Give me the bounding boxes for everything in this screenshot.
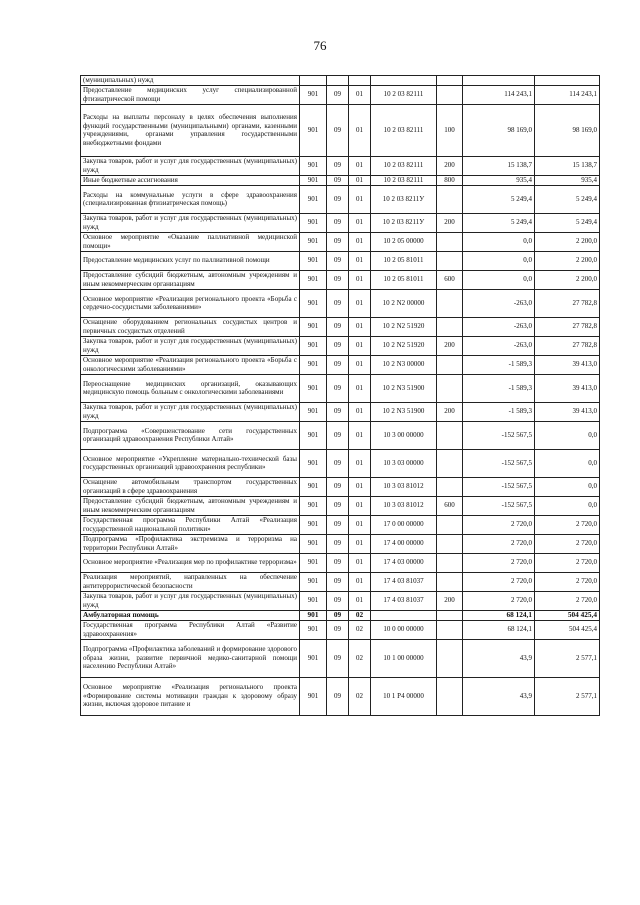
cell-section: 09 xyxy=(327,213,349,232)
cell-section: 09 xyxy=(327,85,349,104)
cell-grbs: 901 xyxy=(300,213,327,232)
cell-sum-change: 0,0 xyxy=(463,232,535,251)
cell-section: 09 xyxy=(327,251,349,270)
cell-grbs: 901 xyxy=(300,534,327,553)
cell-section: 09 xyxy=(327,402,349,421)
cell-expense-type xyxy=(437,610,463,620)
cell-name: Оснащение оборудованием региональных сосудистых центров и первичных сосудистых отделений xyxy=(81,317,300,336)
cell-subsection: 01 xyxy=(349,156,371,175)
cell-sum-total: 15 138,7 xyxy=(535,156,600,175)
cell-grbs: 901 xyxy=(300,477,327,496)
table-row xyxy=(81,639,600,677)
cell-section: 09 xyxy=(327,374,349,402)
cell-section: 09 xyxy=(327,610,349,620)
cell-name: Подпрограмма «Профилактика заболеваний и формирование здорового образа жизни, развитие первичной медико-санитарной помощи населению Республики Алтай» xyxy=(81,639,300,677)
cell-section: 09 xyxy=(327,534,349,553)
cell-sum-change: 2 720,0 xyxy=(463,591,535,610)
cell-subsection: 01 xyxy=(349,572,371,591)
cell-name: Подпрограмма «Профилактика экстремизма и терроризма на территории Республики Алтай» xyxy=(81,534,300,553)
cell-sum-total: 0,0 xyxy=(535,421,600,449)
cell-expense-type xyxy=(437,553,463,572)
cell-expense-type: 100 xyxy=(437,104,463,156)
cell-sum-change: 5 249,4 xyxy=(463,213,535,232)
cell-sum-total: 2 720,0 xyxy=(535,553,600,572)
cell-name: Оснащение автомобильным транспортом государственных организаций в сфере здравоохранения xyxy=(81,477,300,496)
cell-sum-total: 2 720,0 xyxy=(535,534,600,553)
cell-sum-total: 2 200,0 xyxy=(535,270,600,289)
cell-grbs: 901 xyxy=(300,270,327,289)
table-row xyxy=(81,534,600,553)
cell-subsection xyxy=(349,76,371,86)
cell-target-article: 17 4 03 00000 xyxy=(371,553,437,572)
cell-name: Расходы на выплаты персоналу в целях обеспечения выполнения функций государственными (муниципальными) органами, казенными учреждениями, органами управления государственными внебюджетными фондами xyxy=(81,104,300,156)
cell-section: 09 xyxy=(327,336,349,355)
cell-sum-total: 39 413,0 xyxy=(535,402,600,421)
cell-subsection: 02 xyxy=(349,677,371,715)
cell-sum-change: 68 124,1 xyxy=(463,610,535,620)
table-row xyxy=(81,355,600,374)
cell-subsection: 01 xyxy=(349,270,371,289)
cell-name: Государственная программа Республики Алтай «Развитие здравоохранения» xyxy=(81,620,300,639)
cell-grbs: 901 xyxy=(300,421,327,449)
cell-expense-type xyxy=(437,289,463,317)
page-number: 76 xyxy=(313,38,327,53)
budget-table-body xyxy=(81,76,600,716)
cell-target-article: 10 3 00 00000 xyxy=(371,421,437,449)
cell-name: Амбулаторная помощь xyxy=(81,610,300,620)
cell-target-article: 10 3 03 81012 xyxy=(371,496,437,515)
cell-sum-change: 98 169,0 xyxy=(463,104,535,156)
cell-target-article: 10 2 03 8211У xyxy=(371,185,437,213)
table-row xyxy=(81,421,600,449)
cell-sum-change: -1 589,3 xyxy=(463,355,535,374)
cell-subsection: 01 xyxy=(349,374,371,402)
cell-expense-type xyxy=(437,232,463,251)
cell-target-article: 10 2 05 00000 xyxy=(371,232,437,251)
cell-sum-change: 2 720,0 xyxy=(463,515,535,534)
cell-subsection: 01 xyxy=(349,289,371,317)
table-row xyxy=(81,477,600,496)
table-row xyxy=(81,515,600,534)
cell-target-article: 10 2 N2 00000 xyxy=(371,289,437,317)
cell-name: Иные бюджетные ассигнования xyxy=(81,175,300,185)
cell-name: Основное мероприятие «Реализация регионального проекта «Борьба с онкологическими заболеваниями» xyxy=(81,355,300,374)
budget-table xyxy=(80,75,600,716)
cell-name: Переоснащение медицинских организаций, оказывающих медицинскую помощь больным с онкологическими заболеваниями xyxy=(81,374,300,402)
cell-grbs: 901 xyxy=(300,156,327,175)
cell-sum-total: 98 169,0 xyxy=(535,104,600,156)
cell-grbs: 901 xyxy=(300,610,327,620)
cell-grbs: 901 xyxy=(300,449,327,477)
cell-name: Предоставление субсидий бюджетным, автономным учреждениям и иным некоммерческим организациям xyxy=(81,270,300,289)
cell-section: 09 xyxy=(327,620,349,639)
cell-section: 09 xyxy=(327,104,349,156)
cell-target-article: 10 2 N2 51920 xyxy=(371,317,437,336)
table-row xyxy=(81,251,600,270)
cell-section: 09 xyxy=(327,553,349,572)
cell-name: Государственная программа Республики Алтай «Реализация государственной национальной политики» xyxy=(81,515,300,534)
cell-sum-total: 2 720,0 xyxy=(535,515,600,534)
cell-sum-total: 5 249,4 xyxy=(535,213,600,232)
cell-name: Основное мероприятие «Реализация мер по профилактике терроризма» xyxy=(81,553,300,572)
cell-grbs: 901 xyxy=(300,591,327,610)
cell-expense-type xyxy=(437,677,463,715)
table-row xyxy=(81,402,600,421)
cell-target-article: 10 2 N3 51900 xyxy=(371,402,437,421)
cell-sum-change: 5 249,4 xyxy=(463,185,535,213)
cell-subsection: 01 xyxy=(349,317,371,336)
cell-grbs: 901 xyxy=(300,677,327,715)
table-row xyxy=(81,496,600,515)
cell-name: Подпрограмма «Совершенствование сети государственных организаций здравоохранения Республики Алтай» xyxy=(81,421,300,449)
cell-section: 09 xyxy=(327,175,349,185)
cell-target-article: 17 4 00 00000 xyxy=(371,534,437,553)
cell-section: 09 xyxy=(327,232,349,251)
cell-sum-change: -263,0 xyxy=(463,289,535,317)
cell-name: Реализация мероприятий, направленных на обеспечение антитеррористической безопасности xyxy=(81,572,300,591)
cell-sum-total: 27 782,8 xyxy=(535,336,600,355)
cell-target-article: 10 2 03 82111 xyxy=(371,85,437,104)
cell-target-article: 10 2 N2 51920 xyxy=(371,336,437,355)
cell-target-article xyxy=(371,610,437,620)
table-row xyxy=(81,591,600,610)
cell-sum-change: 2 720,0 xyxy=(463,572,535,591)
cell-expense-type: 200 xyxy=(437,591,463,610)
cell-sum-change xyxy=(463,76,535,86)
cell-subsection: 01 xyxy=(349,85,371,104)
cell-subsection: 01 xyxy=(349,553,371,572)
table-row xyxy=(81,289,600,317)
cell-grbs: 901 xyxy=(300,317,327,336)
cell-subsection: 01 xyxy=(349,104,371,156)
cell-expense-type xyxy=(437,477,463,496)
cell-grbs: 901 xyxy=(300,402,327,421)
table-row xyxy=(81,572,600,591)
cell-sum-total: 0,0 xyxy=(535,477,600,496)
cell-sum-total: 0,0 xyxy=(535,449,600,477)
cell-name: Основное мероприятие «Укрепление материально-технической базы государственных организаций здравоохранения республики» xyxy=(81,449,300,477)
cell-subsection: 01 xyxy=(349,421,371,449)
cell-sum-total: 2 577,1 xyxy=(535,677,600,715)
cell-name: Закупка товаров, работ и услуг для государственных (муниципальных) нужд xyxy=(81,156,300,175)
cell-name: Предоставление медицинских услуг по паллиативной помощи xyxy=(81,251,300,270)
table-row xyxy=(81,553,600,572)
cell-target-article: 10 3 03 81012 xyxy=(371,477,437,496)
cell-expense-type: 200 xyxy=(437,402,463,421)
cell-sum-total: 2 720,0 xyxy=(535,572,600,591)
cell-subsection: 01 xyxy=(349,477,371,496)
cell-sum-change: 68 124,1 xyxy=(463,620,535,639)
table-row xyxy=(81,620,600,639)
cell-sum-change: 0,0 xyxy=(463,270,535,289)
cell-sum-change: 114 243,1 xyxy=(463,85,535,104)
cell-name: Закупка товаров, работ и услуг для государственных (муниципальных) нужд xyxy=(81,591,300,610)
table-row xyxy=(81,232,600,251)
cell-name: Предоставление медицинских услуг специализированной фтизиатрической помощи xyxy=(81,85,300,104)
cell-grbs xyxy=(300,76,327,86)
cell-subsection: 01 xyxy=(349,232,371,251)
cell-section: 09 xyxy=(327,289,349,317)
table-row xyxy=(81,610,600,620)
cell-expense-type xyxy=(437,572,463,591)
cell-sum-change: 935,4 xyxy=(463,175,535,185)
cell-sum-change: 2 720,0 xyxy=(463,553,535,572)
cell-target-article: 17 4 03 81037 xyxy=(371,572,437,591)
cell-target-article: 10 2 05 81011 xyxy=(371,270,437,289)
cell-expense-type: 800 xyxy=(437,175,463,185)
cell-subsection: 01 xyxy=(349,175,371,185)
table-row xyxy=(81,156,600,175)
table-row xyxy=(81,85,600,104)
cell-section: 09 xyxy=(327,496,349,515)
cell-grbs: 901 xyxy=(300,336,327,355)
cell-expense-type xyxy=(437,251,463,270)
cell-subsection: 01 xyxy=(349,534,371,553)
table-row xyxy=(81,185,600,213)
cell-section: 09 xyxy=(327,449,349,477)
cell-name: Закупка товаров, работ и услуг для государственных (муниципальных) нужд xyxy=(81,336,300,355)
cell-sum-change: -263,0 xyxy=(463,317,535,336)
cell-section: 09 xyxy=(327,317,349,336)
cell-section: 09 xyxy=(327,185,349,213)
cell-section: 09 xyxy=(327,421,349,449)
cell-sum-total: 27 782,8 xyxy=(535,317,600,336)
cell-expense-type: 200 xyxy=(437,156,463,175)
cell-sum-total xyxy=(535,76,600,86)
cell-name: (муниципальных) нужд xyxy=(81,76,300,86)
cell-section: 09 xyxy=(327,639,349,677)
cell-name: Основное мероприятие «Оказание паллиативной медицинской помощи» xyxy=(81,232,300,251)
cell-grbs: 901 xyxy=(300,620,327,639)
cell-subsection: 01 xyxy=(349,251,371,270)
cell-target-article: 10 2 03 8211У xyxy=(371,213,437,232)
cell-subsection: 01 xyxy=(349,591,371,610)
cell-sum-total: 2 720,0 xyxy=(535,591,600,610)
cell-expense-type xyxy=(437,85,463,104)
cell-grbs: 901 xyxy=(300,496,327,515)
cell-expense-type xyxy=(437,449,463,477)
cell-sum-total: 2 577,1 xyxy=(535,639,600,677)
cell-target-article: 10 2 05 81011 xyxy=(371,251,437,270)
cell-section: 09 xyxy=(327,270,349,289)
cell-name: Основное мероприятие «Реализация регионального проекта «Борьба с сердечно-сосудистыми заболеваниями» xyxy=(81,289,300,317)
cell-expense-type xyxy=(437,185,463,213)
cell-name: Закупка товаров, работ и услуг для государственных (муниципальных) нужд xyxy=(81,213,300,232)
cell-sum-total: 504 425,4 xyxy=(535,610,600,620)
cell-target-article: 10 0 00 00000 xyxy=(371,620,437,639)
cell-sum-total: 0,0 xyxy=(535,496,600,515)
cell-target-article xyxy=(371,76,437,86)
cell-sum-change: -1 589,3 xyxy=(463,374,535,402)
cell-subsection: 02 xyxy=(349,610,371,620)
cell-sum-change: 0,0 xyxy=(463,251,535,270)
cell-target-article: 17 4 03 81037 xyxy=(371,591,437,610)
cell-subsection: 01 xyxy=(349,515,371,534)
cell-section: 09 xyxy=(327,156,349,175)
cell-sum-total: 2 200,0 xyxy=(535,232,600,251)
table-row xyxy=(81,677,600,715)
cell-sum-change: 43,9 xyxy=(463,639,535,677)
cell-expense-type xyxy=(437,317,463,336)
cell-sum-total: 2 200,0 xyxy=(535,251,600,270)
cell-expense-type xyxy=(437,639,463,677)
cell-grbs: 901 xyxy=(300,232,327,251)
cell-sum-total: 504 425,4 xyxy=(535,620,600,639)
cell-subsection: 02 xyxy=(349,639,371,677)
cell-target-article: 10 1 P4 00000 xyxy=(371,677,437,715)
cell-expense-type xyxy=(437,620,463,639)
table-row xyxy=(81,76,600,86)
cell-target-article: 10 2 03 82111 xyxy=(371,175,437,185)
cell-sum-change: -263,0 xyxy=(463,336,535,355)
table-row xyxy=(81,104,600,156)
cell-expense-type: 200 xyxy=(437,213,463,232)
cell-expense-type xyxy=(437,421,463,449)
table-row xyxy=(81,270,600,289)
cell-sum-total: 114 243,1 xyxy=(535,85,600,104)
cell-section: 09 xyxy=(327,591,349,610)
cell-target-article: 10 2 N3 00000 xyxy=(371,355,437,374)
cell-target-article: 10 2 03 82111 xyxy=(371,156,437,175)
cell-sum-change: -152 567,5 xyxy=(463,421,535,449)
cell-subsection: 02 xyxy=(349,620,371,639)
table-row xyxy=(81,374,600,402)
cell-expense-type xyxy=(437,534,463,553)
cell-sum-total: 5 249,4 xyxy=(535,185,600,213)
table-row xyxy=(81,449,600,477)
cell-subsection: 01 xyxy=(349,336,371,355)
cell-grbs: 901 xyxy=(300,355,327,374)
cell-grbs: 901 xyxy=(300,515,327,534)
cell-sum-change: 15 138,7 xyxy=(463,156,535,175)
cell-target-article: 17 0 00 00000 xyxy=(371,515,437,534)
cell-section: 09 xyxy=(327,477,349,496)
cell-section: 09 xyxy=(327,515,349,534)
cell-subsection: 01 xyxy=(349,213,371,232)
cell-section: 09 xyxy=(327,572,349,591)
cell-section xyxy=(327,76,349,86)
cell-sum-change: -1 589,3 xyxy=(463,402,535,421)
cell-grbs: 901 xyxy=(300,85,327,104)
cell-sum-change: 43,9 xyxy=(463,677,535,715)
cell-sum-total: 935,4 xyxy=(535,175,600,185)
cell-target-article: 10 1 00 00000 xyxy=(371,639,437,677)
table-row xyxy=(81,336,600,355)
cell-subsection: 01 xyxy=(349,496,371,515)
cell-grbs: 901 xyxy=(300,104,327,156)
cell-subsection: 01 xyxy=(349,355,371,374)
cell-expense-type xyxy=(437,355,463,374)
cell-grbs: 901 xyxy=(300,185,327,213)
cell-subsection: 01 xyxy=(349,402,371,421)
table-row xyxy=(81,175,600,185)
cell-grbs: 901 xyxy=(300,289,327,317)
cell-sum-total: 39 413,0 xyxy=(535,374,600,402)
cell-expense-type xyxy=(437,374,463,402)
table-row xyxy=(81,213,600,232)
cell-grbs: 901 xyxy=(300,175,327,185)
cell-grbs: 901 xyxy=(300,251,327,270)
cell-grbs: 901 xyxy=(300,374,327,402)
cell-expense-type xyxy=(437,76,463,86)
cell-expense-type: 200 xyxy=(437,336,463,355)
cell-grbs: 901 xyxy=(300,572,327,591)
cell-sum-change: -152 567,5 xyxy=(463,477,535,496)
cell-name: Основное мероприятие «Реализация регионального проекта «Формирование системы мотивации граждан к здоровому образу жизни, включая здоровое питание и xyxy=(81,677,300,715)
cell-sum-change: -152 567,5 xyxy=(463,449,535,477)
cell-subsection: 01 xyxy=(349,185,371,213)
cell-grbs: 901 xyxy=(300,553,327,572)
cell-expense-type xyxy=(437,515,463,534)
cell-sum-total: 39 413,0 xyxy=(535,355,600,374)
cell-grbs: 901 xyxy=(300,639,327,677)
cell-name: Закупка товаров, работ и услуг для государственных (муниципальных) нужд xyxy=(81,402,300,421)
cell-sum-change: -152 567,5 xyxy=(463,496,535,515)
cell-target-article: 10 2 03 82111 xyxy=(371,104,437,156)
cell-target-article: 10 2 N3 51900 xyxy=(371,374,437,402)
cell-section: 09 xyxy=(327,355,349,374)
cell-target-article: 10 3 03 00000 xyxy=(371,449,437,477)
cell-name: Предоставление субсидий бюджетным, автономным учреждениям и иным некоммерческим организациям xyxy=(81,496,300,515)
cell-section: 09 xyxy=(327,677,349,715)
cell-sum-change: 2 720,0 xyxy=(463,534,535,553)
cell-sum-total: 27 782,8 xyxy=(535,289,600,317)
cell-expense-type: 600 xyxy=(437,496,463,515)
cell-expense-type: 600 xyxy=(437,270,463,289)
cell-subsection: 01 xyxy=(349,449,371,477)
cell-name: Расходы на коммунальные услуги в сфере здравоохранения (специализированная фтизиатрическая помощь) xyxy=(81,185,300,213)
table-row xyxy=(81,317,600,336)
